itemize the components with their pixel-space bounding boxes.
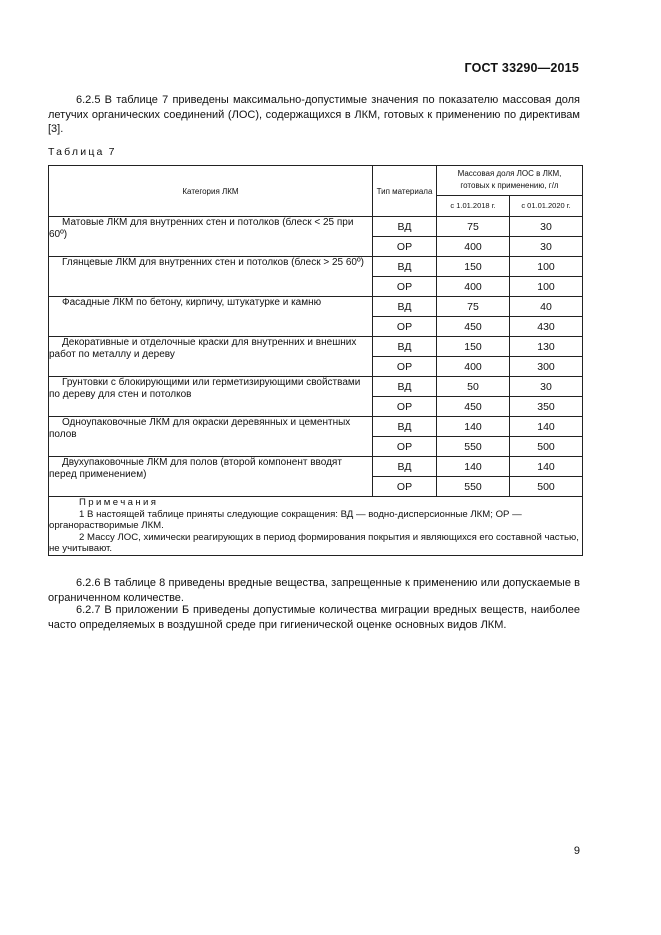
table-row (49, 337, 583, 357)
category-cell (49, 457, 373, 497)
type-cell: ОР (373, 437, 437, 457)
value-2018-cell: 75 (437, 297, 510, 317)
category-cell (49, 377, 373, 417)
type-cell: ОР (373, 277, 437, 297)
table-row (49, 377, 583, 397)
header-mass-fraction (437, 166, 583, 196)
value-2020-cell: 300 (510, 357, 583, 377)
category-cell (49, 217, 373, 257)
value-2018-cell: 150 (437, 257, 510, 277)
category-cell (49, 297, 373, 337)
category-text: Двухупаковочные ЛКМ для полов (второй компонент вводят перед применением) (49, 457, 342, 480)
type-cell: ОР (373, 477, 437, 497)
category-cell (49, 337, 373, 377)
category-text: Декоративные и отделочные краски для внутренних и внешних работ по металлу и дереву (49, 337, 357, 360)
value-2020-cell: 30 (510, 217, 583, 237)
header-date-2020: с 01.01.2020 г. (510, 195, 583, 216)
value-2020-cell: 500 (510, 437, 583, 457)
type-cell: ВД (373, 257, 437, 277)
notes-title: Примечания (79, 497, 159, 508)
value-2018-cell: 400 (437, 277, 510, 297)
table-caption-number: 7 (108, 146, 115, 158)
value-2018-cell: 75 (437, 217, 510, 237)
table-row (49, 457, 583, 477)
category-text: Фасадные ЛКМ по бетону, кирпичу, штукатурке и камню (62, 297, 322, 308)
type-cell: ОР (373, 317, 437, 337)
notes-cell (49, 497, 583, 556)
type-cell: ОР (373, 237, 437, 257)
value-2018-cell: 150 (437, 337, 510, 357)
table-caption-word: Таблица (48, 146, 105, 158)
note-2: 2 Массу ЛОС, химически реагирующих в период формирования покрытия и являющихся его составной частью, не учитывают. (49, 531, 579, 554)
value-2020-cell: 430 (510, 317, 583, 337)
paragraph-6-2-6-text: 6.2.6 В таблице 8 приведены вредные вещества, запрещенные к применению или допускаемые в ограниченном количестве. (48, 577, 580, 604)
value-2020-cell: 140 (510, 457, 583, 477)
table-row (49, 297, 583, 317)
value-2018-cell: 450 (437, 397, 510, 417)
value-2018-cell: 400 (437, 237, 510, 257)
category-text: Матовые ЛКМ для внутренних стен и потолков (блеск < 25 при 60º) (49, 217, 354, 240)
type-cell: ВД (373, 377, 437, 397)
category-text: Одноупаковочные ЛКМ для окраски деревянных и цементных полов (49, 417, 351, 440)
value-2020-cell: 350 (510, 397, 583, 417)
paragraph-6-2-5 (48, 93, 580, 137)
table-caption (48, 146, 114, 158)
type-cell: ВД (373, 217, 437, 237)
paragraph-6-2-7 (48, 603, 580, 632)
table-7 (48, 165, 583, 556)
value-2020-cell: 40 (510, 297, 583, 317)
table-row (49, 417, 583, 437)
type-cell: ВД (373, 417, 437, 437)
table-row (49, 257, 583, 277)
type-cell: ВД (373, 297, 437, 317)
value-2020-cell: 500 (510, 477, 583, 497)
notes-row (49, 497, 583, 556)
header-category: Категория ЛКМ (49, 166, 373, 217)
type-cell: ОР (373, 357, 437, 377)
header-date-2018: с 1.01.2018 г. (437, 195, 510, 216)
header-type (373, 166, 437, 217)
paragraph-6-2-6 (48, 576, 580, 605)
category-cell (49, 257, 373, 297)
value-2020-cell: 130 (510, 337, 583, 357)
value-2020-cell: 30 (510, 237, 583, 257)
value-2018-cell: 140 (437, 417, 510, 437)
category-text: Глянцевые ЛКМ для внутренних стен и потолков (блеск > 25 60º) (62, 257, 364, 268)
header-mass-fraction-text: Массовая доля ЛОС в ЛКМ, готовых к применению, г/л (457, 169, 562, 191)
note-1: 1 В настоящей таблице приняты следующие сокращения: ВД — водно-дисперсионные ЛКМ; ОР — органорастворимые ЛКМ. (49, 508, 522, 531)
type-cell: ВД (373, 337, 437, 357)
value-2018-cell: 50 (437, 377, 510, 397)
value-2020-cell: 100 (510, 257, 583, 277)
value-2018-cell: 450 (437, 317, 510, 337)
type-cell: ВД (373, 457, 437, 477)
paragraph-6-2-7-text: 6.2.7 В приложении Б приведены допустимые количества миграции вредных веществ, наиболее часто определяемых в воздушной среде при гигиенической оценке основных видов ЛКМ. (48, 604, 580, 631)
page-number: 9 (573, 845, 580, 857)
value-2020-cell: 100 (510, 277, 583, 297)
value-2020-cell: 140 (510, 417, 583, 437)
type-cell: ОР (373, 397, 437, 417)
value-2018-cell: 140 (437, 457, 510, 477)
value-2018-cell: 550 (437, 477, 510, 497)
value-2020-cell: 30 (510, 377, 583, 397)
category-cell (49, 417, 373, 457)
document-code: ГОСТ 33290—2015 (464, 61, 579, 75)
value-2018-cell: 550 (437, 437, 510, 457)
category-text: Грунтовки с блокирующими или герметизирующими свойствами по дереву для стен и потолков (49, 377, 361, 400)
table-row (49, 217, 583, 237)
header-type-text: Тип материала (376, 186, 433, 196)
paragraph-6-2-5-text: 6.2.5 В таблице 7 приведены максимально-допустимые значения по показателю массовая доля летучих органических соединений (ЛОС), содержащихся в ЛКМ, готовых к применению по директивам [3]. (48, 94, 580, 135)
value-2018-cell: 400 (437, 357, 510, 377)
